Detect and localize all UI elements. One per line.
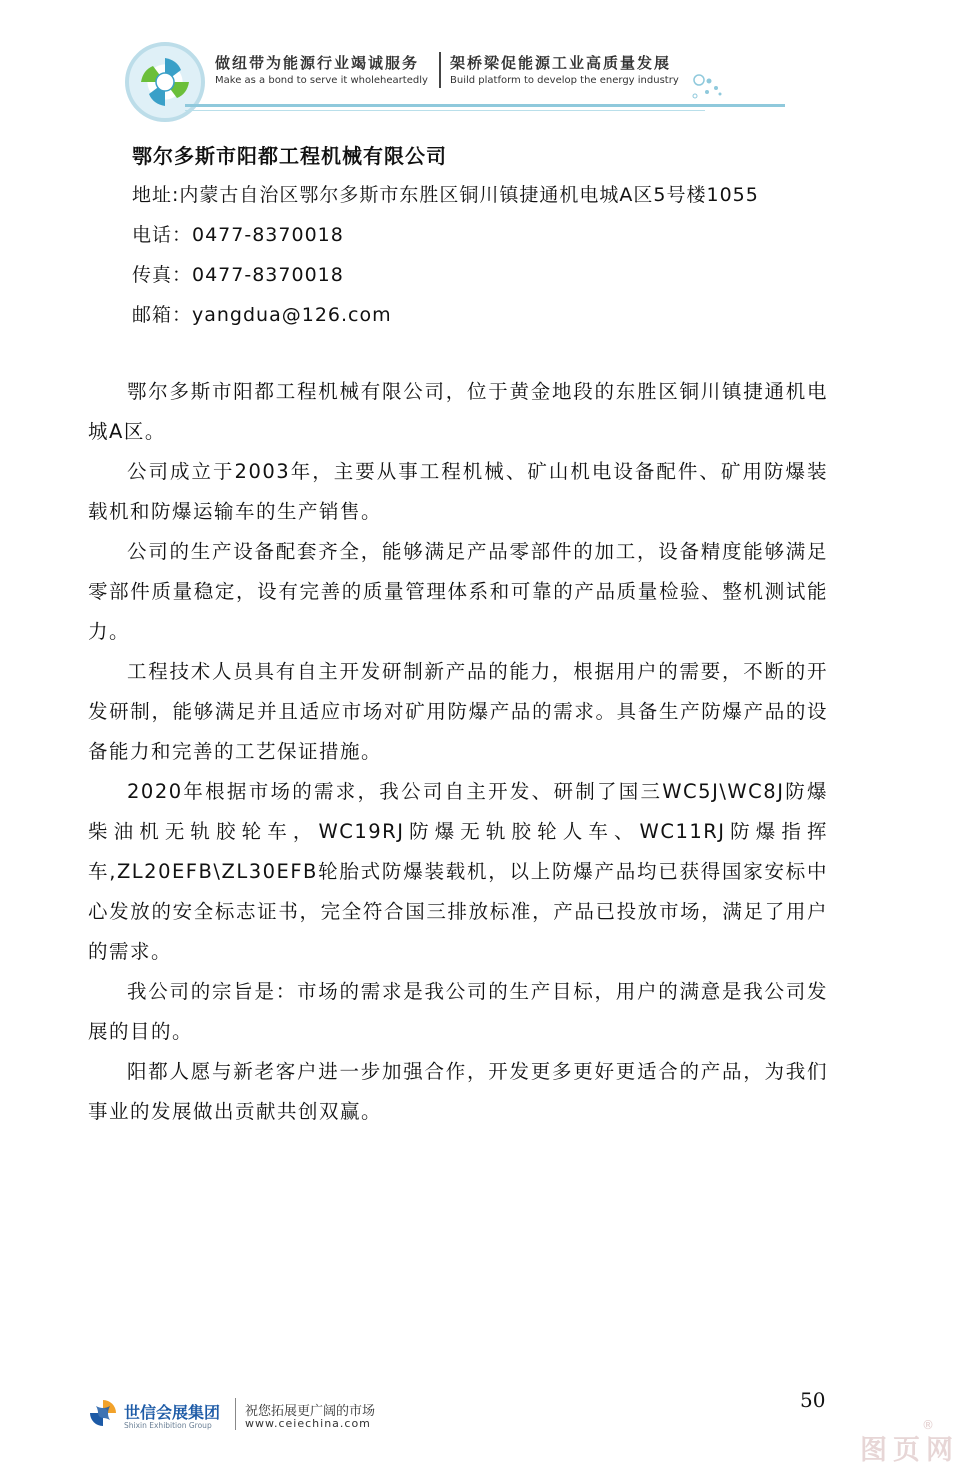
watermark: 图页网 xyxy=(860,1435,959,1466)
paragraph: 公司成立于2003年，主要从事工程机械、矿山机电设备配件、矿用防爆装载机和防爆运输车的生产销售。 xyxy=(88,460,828,523)
footer-group-name-en: Shixin Exhibition Group xyxy=(124,1421,212,1430)
header-divider-line-thin xyxy=(185,110,705,111)
footer-group-name: 世信会展集团 xyxy=(124,1403,221,1422)
company-email: 邮箱：yangdua@126.com xyxy=(132,304,392,326)
paragraph: 工程技术人员具有自主开发研制新产品的能力，根据用户的需要，不断的开发研制，能够满足并且适应市场对矿用防爆产品的需求。具备生产防爆产品的设备能力和完善的工艺保证措施。 xyxy=(88,660,828,763)
company-description xyxy=(88,372,828,1132)
company-address: 地址:内蒙古自治区鄂尔多斯市东胜区铜川镇捷通机电城A区5号楼1055 xyxy=(132,184,759,206)
page-number: 50 xyxy=(800,1388,826,1412)
company-fax: 传真：0477-8370018 xyxy=(132,264,344,286)
header-slogan-cn-right: 架桥梁促能源工业高质量发展 xyxy=(450,54,672,72)
watermark-registered-mark: ® xyxy=(922,1418,934,1432)
company-name: 鄂尔多斯市阳都工程机械有限公司 xyxy=(132,144,447,168)
header-separator xyxy=(439,52,441,88)
footer-separator xyxy=(235,1398,236,1430)
paragraph: 阳都人愿与新老客户进一步加强合作，开发更多更好更适合的产品，为我们事业的发展做出贡献共创双赢。 xyxy=(88,1060,828,1123)
footer-slogan: 祝您拓展更广阔的市场 xyxy=(245,1404,376,1419)
header-slogan-en-left: Make as a bond to serve it wholeheartedly xyxy=(215,75,428,86)
header-slogan-en-right: Build platform to develop the energy industry xyxy=(450,75,679,86)
paragraph: 公司的生产设备配套齐全，能够满足产品零部件的加工，设备精度能够满足零部件质量稳定，设有完善的质量管理体系和可靠的产品质量检验、整机测试能力。 xyxy=(88,540,828,643)
paragraph: 我公司的宗旨是：市场的需求是我公司的生产目标，用户的满意是我公司发展的目的。 xyxy=(88,980,828,1043)
decorative-dots-icon xyxy=(685,72,725,102)
pinwheel-logo-icon xyxy=(137,54,193,110)
footer-url[interactable]: www.ceiechina.com xyxy=(245,1417,371,1430)
paragraph: 2020年根据市场的需求，我公司自主开发、研制了国三WC5J\WC8J防爆柴油机无轨胶轮车，WC19RJ防爆无轨胶轮人车、WC11RJ防爆指挥车,ZL20EFB\ZL30EFB轮胎式防爆装载机，以上防爆产品均已获得国家安标中心发放的安全标志证书，完全符合国三排放标准，产品已投放市场，满足了用户的需求。 xyxy=(88,780,828,963)
paragraph: 鄂尔多斯市阳都工程机械有限公司，位于黄金地段的东胜区铜川镇捷通机电城A区。 xyxy=(88,380,828,443)
company-phone: 电话：0477-8370018 xyxy=(132,224,344,246)
header-slogan-cn-left: 做纽带为能源行业竭诚服务 xyxy=(215,54,420,72)
shixin-logo-icon xyxy=(88,1398,118,1428)
header-banner xyxy=(125,38,725,116)
header-divider-line xyxy=(185,104,785,107)
